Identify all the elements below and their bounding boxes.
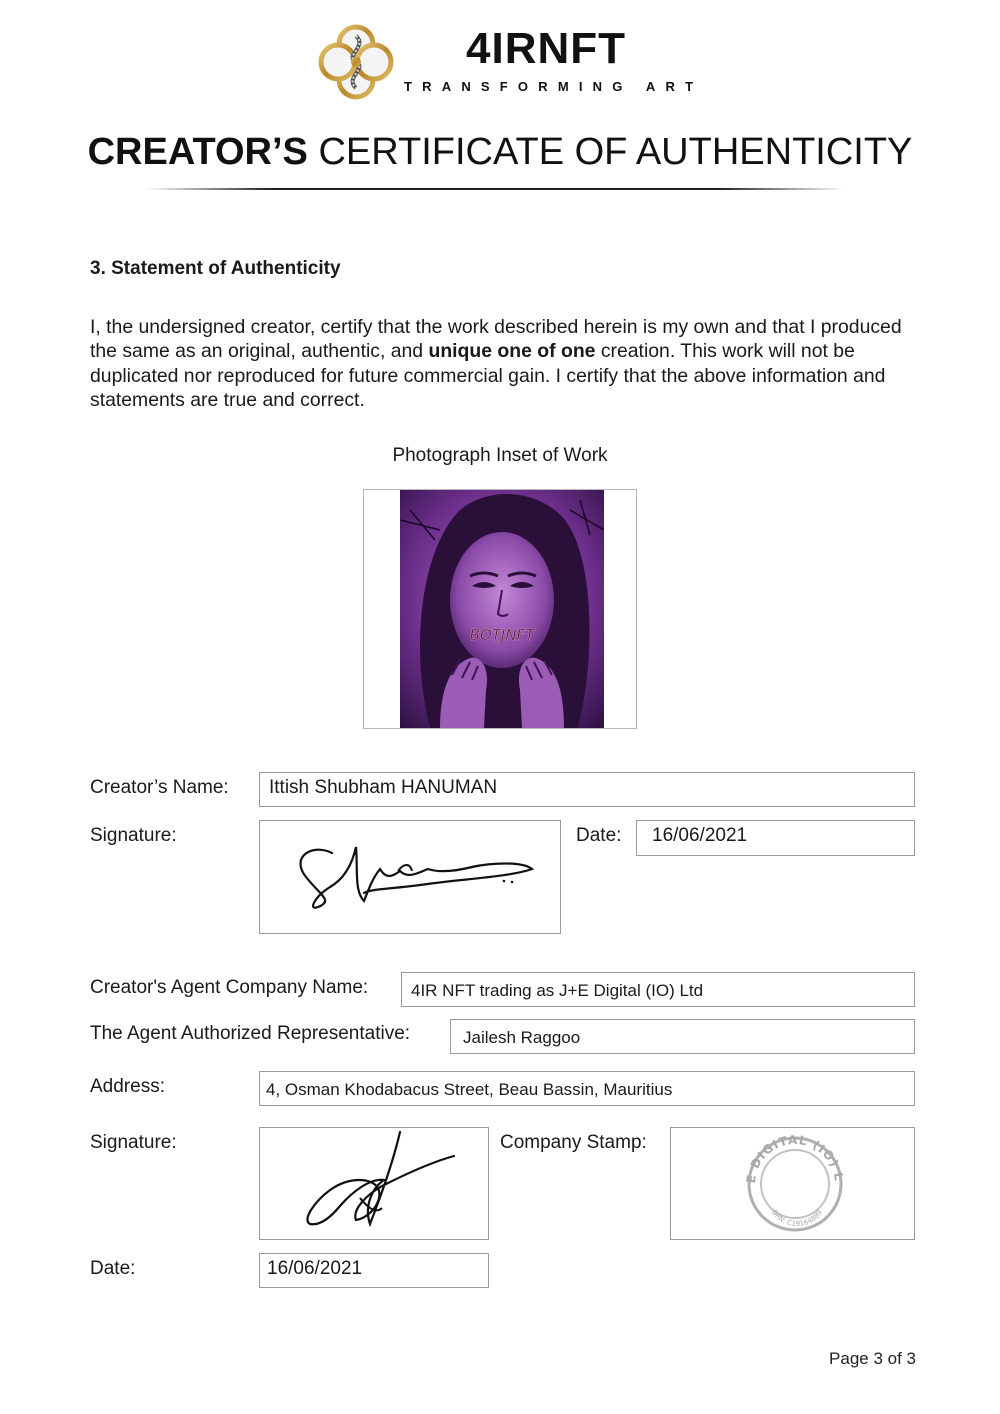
section-heading: 3. Statement of Authenticity [90,258,341,279]
certificate-title-bold: CREATOR’S [87,131,308,173]
photo-frame [363,489,637,729]
agent-company-label: Creator's Agent Company Name: [90,977,369,998]
company-stamp-box [670,1127,915,1240]
photo-caption: Photograph Inset of Work [392,445,608,466]
address-field[interactable]: 4, Osman Khodabacus Street, Beau Bassin, Mauritius [259,1071,915,1106]
agent-signature-image [260,1128,488,1239]
statement-paragraph [90,315,920,412]
agent-company-field[interactable]: 4IR NFT trading as J+E Digital (IO) Ltd [401,972,915,1007]
statement-text-part2: creation. This work will not be duplicated nor reproduced for future commercial gain. I certify that the above information and statements are true and correct. [90,340,886,411]
agent-date-field[interactable]: 16/06/2021 [259,1253,489,1288]
creator-signature-label: Signature: [90,825,177,846]
creator-date-label: Date: [576,825,622,846]
title-divider [145,188,845,190]
creator-signature-image [260,821,560,933]
creator-date-field[interactable]: 16/06/2021 [636,820,915,856]
address-label: Address: [90,1076,165,1097]
agent-signature-label: Signature: [90,1132,177,1153]
agent-representative-field[interactable]: Jailesh Raggoo [450,1019,915,1054]
brand-name: 4IRNFT [466,24,626,73]
statement-emphasis: unique one of one [428,340,596,363]
creator-signature-box[interactable] [259,820,561,934]
page-number: Page 3 of 3 [829,1349,916,1368]
artwork-lettering: BOTJNFT [469,626,535,644]
creator-name-field[interactable]: Ittish Shubham HANUMAN [259,772,915,807]
company-stamp-image [671,1128,914,1239]
statement-text-part1: I, the undersigned creator, certify that the work described herein is my own and that I produced the same as an original, authentic, and [90,316,902,363]
stamp-brn-text: BRN: C19164889 [770,1208,824,1229]
agent-representative-label: The Agent Authorized Representative: [90,1023,411,1044]
artwork-painting-image [400,490,604,728]
certificate-title [0,128,1000,176]
svg-text:J+E DIGITAL (IO) LTD [671,1128,846,1184]
company-stamp-label: Company Stamp: [500,1132,647,1153]
creator-name-label: Creator’s Name: [90,777,229,798]
infinity-knot-logo-icon [316,22,396,102]
agent-date-label: Date: [90,1258,136,1279]
brand-tagline: TRANSFORMING ART [404,79,704,94]
certificate-title-light: CERTIFICATE OF AUTHENTICITY [318,131,913,173]
stamp-company-text: E DIGITAL (IO) L [743,1132,846,1184]
agent-signature-box[interactable] [259,1127,489,1240]
